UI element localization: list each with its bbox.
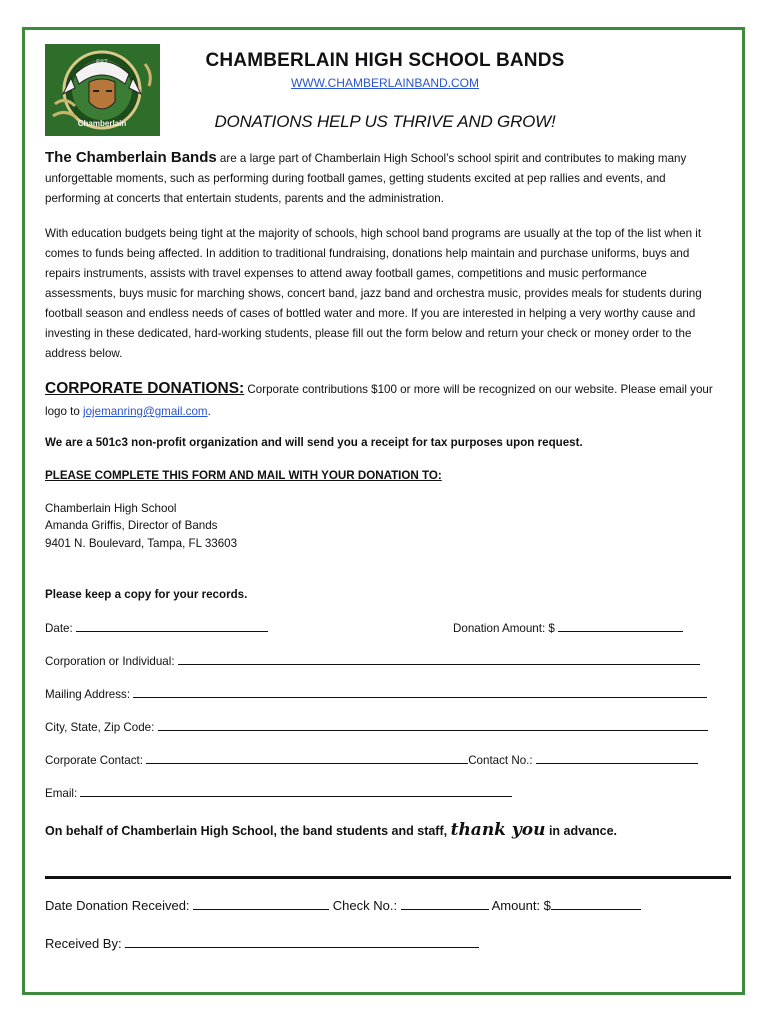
corporation-label: Corporation or Individual: bbox=[45, 655, 175, 668]
office-amount-blank[interactable] bbox=[551, 899, 641, 910]
corporate-after: . bbox=[207, 405, 211, 418]
mail-instruction: PLEASE COMPLETE THIS FORM AND MAIL WITH YOUR DONATION TO: bbox=[45, 469, 442, 482]
intro-paragraph bbox=[45, 148, 720, 209]
svg-text:Chamberlain: Chamberlain bbox=[77, 119, 127, 128]
city-state-zip-blank[interactable] bbox=[158, 720, 708, 731]
received-by-blank[interactable] bbox=[125, 937, 479, 948]
date-blank[interactable] bbox=[76, 621, 268, 632]
donation-amount-field[interactable] bbox=[453, 621, 683, 635]
corporate-text: Corporate contributions $100 or more will be recognized on our website. Please email your logo to bbox=[45, 383, 713, 418]
date-received-label: Date Donation Received: bbox=[45, 898, 190, 913]
mailing-address-blank[interactable] bbox=[133, 687, 707, 698]
email-field[interactable] bbox=[45, 786, 512, 800]
slogan: DONATIONS HELP US THRIVE AND GROW! bbox=[214, 112, 556, 131]
corporate-contact-blank[interactable] bbox=[146, 753, 468, 764]
contact-no-label: Contact No.: bbox=[468, 754, 533, 767]
keep-copy-note: Please keep a copy for your records. bbox=[45, 588, 248, 601]
mailing-address-field[interactable] bbox=[45, 687, 707, 701]
chief-head-logo-icon bbox=[45, 44, 160, 136]
office-amount-label: Amount: $ bbox=[491, 898, 551, 913]
address-line-2: Amanda Griffis, Director of Bands bbox=[45, 519, 218, 532]
website-link[interactable]: WWW.CHAMBERLAINBAND.COM bbox=[290, 76, 479, 90]
nonprofit-note: We are a 501c3 non-profit organization and will send you a receipt for tax purposes upon request. bbox=[45, 436, 583, 449]
corporate-paragraph bbox=[45, 378, 720, 423]
page-title: CHAMBERLAIN HIGH SCHOOL BANDS bbox=[205, 50, 565, 71]
thanks-line bbox=[45, 820, 617, 840]
intro-lead: The Chamberlain Bands bbox=[45, 149, 217, 166]
intro-text: are a large part of Chamberlain High School’s school spirit and contributes to making many unforgettable moments, such as performing during football games, getting students excited at pep rallies and events, and performing at concerts that entertain students, parents and the administration. bbox=[45, 152, 687, 205]
thanks-after: in advance. bbox=[545, 824, 618, 838]
check-no-blank[interactable] bbox=[401, 899, 489, 910]
budget-paragraph: With education budgets being tight at the majority of schools, high school band programs are usually at the top of the list when it comes to funds being affected. In addition to traditional fundraising, donations help maintain and purchase uniforms, buys and repairs instruments, assists with travel expenses to attend away football games, competitions and music performance assessments, buys music for marching shows, concert band, jazz band and orchestra music, provides meals for students during football season and endless needs of cases of bottled water and more. If you are interested in helping a very worthy cause and investing in these dedicated, hard-working students, please fill out the form below and return your check or money order to the address below. bbox=[45, 227, 702, 360]
received-by-row bbox=[45, 936, 479, 951]
corporation-blank[interactable] bbox=[178, 654, 700, 665]
mailing-address-label: Mailing Address: bbox=[45, 688, 131, 701]
email-label: Email: bbox=[45, 787, 78, 800]
corporation-field[interactable] bbox=[45, 654, 700, 668]
corporate-heading: CORPORATE DONATIONS: bbox=[45, 380, 245, 397]
corporate-contact-field[interactable] bbox=[45, 753, 698, 767]
corporate-contact-label: Corporate Contact: bbox=[45, 754, 143, 767]
date-label: Date: bbox=[45, 622, 73, 635]
thank-you-script: thank you bbox=[450, 820, 546, 840]
address-line-1: Chamberlain High School bbox=[45, 502, 177, 515]
contact-no-blank[interactable] bbox=[536, 753, 698, 764]
divider-rule bbox=[45, 876, 731, 879]
address-line-3: 9401 N. Boulevard, Tampa, FL 33603 bbox=[45, 537, 238, 550]
check-no-label: Check No.: bbox=[332, 898, 398, 913]
svg-text:EST: EST bbox=[96, 60, 108, 66]
city-state-zip-label: City, State, Zip Code: bbox=[45, 721, 155, 734]
email-link[interactable]: jojemanring@gmail.com bbox=[83, 405, 208, 418]
thanks-before: On behalf of Chamberlain High School, the band students and staff, bbox=[45, 824, 448, 838]
donation-amount-blank[interactable] bbox=[558, 621, 683, 632]
date-received-blank[interactable] bbox=[193, 899, 329, 910]
city-state-zip-field[interactable] bbox=[45, 720, 708, 734]
office-use-row bbox=[45, 898, 641, 913]
date-field[interactable] bbox=[45, 621, 268, 635]
donation-amount-label: Donation Amount: $ bbox=[453, 622, 555, 635]
received-by-label: Received By: bbox=[45, 936, 122, 951]
email-blank[interactable] bbox=[80, 786, 512, 797]
